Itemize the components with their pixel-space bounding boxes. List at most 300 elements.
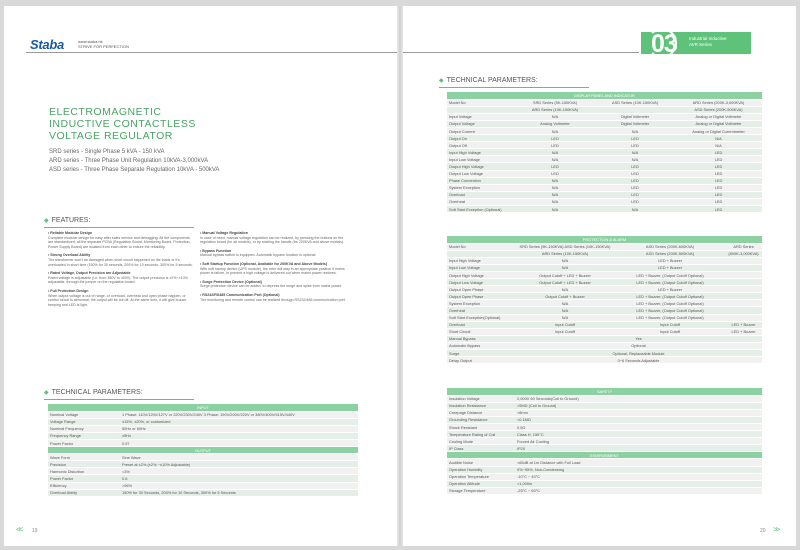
- table-row: [447, 113, 762, 120]
- chapter-line-1: Industrial Inductive: [689, 36, 727, 41]
- table-cell: Storage Temperature: [447, 487, 515, 494]
- table-cell: LED: [595, 163, 675, 170]
- table-cell: Input Cutoff: [615, 328, 725, 335]
- table-cell: 0.97: [120, 439, 358, 446]
- table-cell: N/A: [515, 113, 595, 120]
- table-cell: Operation Altitude: [447, 480, 515, 487]
- feature-title: • Strong Overload Ability: [48, 253, 91, 258]
- table-cell: Analog or Digital Voltmeter: [675, 120, 762, 127]
- table-row: [447, 431, 762, 438]
- section-title: INPUT: [48, 404, 358, 411]
- table-cell: ASD Series (200K-600KVA): [615, 243, 725, 250]
- safety-environment-table: [447, 388, 762, 495]
- brand-tagline: STRIVE FOR PERFECTION: [78, 44, 129, 49]
- table-cell: LED: [675, 198, 762, 205]
- table-cell: LED + Buzzer, (Output Cutoff Optional): [615, 314, 725, 321]
- table-row: [447, 438, 762, 445]
- table-cell: Input High Voltage: [447, 257, 515, 264]
- table-cell: Model No: [447, 99, 515, 106]
- table-cell: [725, 314, 762, 321]
- table-cell: N/A: [675, 142, 762, 149]
- feature-item: [48, 271, 193, 285]
- table-cell: LED: [675, 206, 762, 213]
- features-column-2: [200, 231, 350, 306]
- table-cell: Overheat: [447, 307, 515, 314]
- table-cell: [447, 250, 515, 257]
- table-cell: SRD Series (5K-150KVA): [515, 99, 595, 106]
- table-row: [447, 357, 762, 364]
- table-cell: IP20: [515, 445, 762, 452]
- table-cell: ±15%, ±20%, or customized: [120, 418, 358, 425]
- table-cell: Temperature Rating of Coil: [447, 431, 515, 438]
- table-cell: Output Cutoff + Buzzer: [515, 293, 615, 300]
- table-row: [447, 395, 762, 402]
- series-asd: ASD series - Three Phase Separate Regulation 10kVA - 500kVA: [49, 167, 220, 173]
- table-cell: LED: [675, 177, 762, 184]
- page-number-left: 19: [32, 528, 38, 534]
- table-cell: 0.8: [120, 475, 358, 482]
- table-cell: [725, 300, 762, 307]
- table-cell: Optional: [515, 342, 762, 349]
- title-line-1: ELECTROMAGNETIC: [49, 106, 162, 118]
- table-cell: LED: [595, 184, 675, 191]
- table-cell: 2,000V 60 Seconds(Coil to Ground): [515, 395, 762, 402]
- table-cell: [725, 271, 762, 278]
- table-cell: Overload Ability: [48, 489, 120, 496]
- table-cell: Overload: [447, 191, 515, 198]
- header-divider: [26, 52, 397, 53]
- table-cell: Grounding Resistance: [447, 416, 515, 423]
- section-title: OUTPUT: [48, 447, 358, 454]
- table-cell: ASD Series (200K-500KVA): [615, 250, 725, 257]
- table-cell: Nominal Voltage: [48, 411, 120, 418]
- table-row: [48, 411, 358, 418]
- feature-item: [200, 262, 350, 276]
- table-cell: LED: [675, 149, 762, 156]
- feature-item: [200, 231, 350, 245]
- tech-table-left: [48, 404, 358, 497]
- table-cell: LED: [595, 198, 675, 205]
- chapter-number: 03: [651, 30, 677, 58]
- table-cell: Overload: [447, 321, 515, 328]
- table-cell: N/A: [515, 300, 615, 307]
- table-cell: LED + Buzzer: [725, 321, 762, 328]
- table-cell: N/A: [515, 191, 595, 198]
- feature-body: With soft startup device (UPS module), the rotor will stay in an appropriate position if mains power is failure, to prevent a high voltage is delivered out when mains power restores.: [200, 266, 345, 276]
- table-cell: ARD Series (10K-150KVA): [515, 250, 615, 257]
- table-cell: Class H, 155°C: [515, 431, 762, 438]
- table-section-header: [447, 452, 762, 459]
- table-cell: LED: [595, 170, 675, 177]
- table-cell: Surge: [447, 350, 515, 357]
- table-cell: System Exception: [447, 184, 515, 191]
- table-row: [447, 328, 762, 335]
- table-cell: LED: [675, 184, 762, 191]
- table-cell: Insulation Voltage: [447, 395, 515, 402]
- table-cell: <3%: [120, 468, 358, 475]
- table-cell: N/A: [515, 149, 595, 156]
- series-srd: SRD series - Single Phase 5 kVA - 150 kVA: [49, 149, 165, 155]
- diamond-icon: ◆: [44, 390, 49, 396]
- table-cell: [725, 307, 762, 314]
- table-cell: LED: [595, 135, 675, 142]
- table-row: [447, 177, 762, 184]
- table-cell: 0~6 Seconds Adjustable: [515, 357, 762, 364]
- table-cell: LED + Buzzer, (Output Cutoff Optional): [615, 307, 725, 314]
- table-cell: Frequency Range: [48, 432, 120, 439]
- table-cell: Insulation Resistance: [447, 402, 515, 409]
- feature-item: [200, 249, 350, 258]
- table-row: [48, 461, 358, 468]
- table-cell: System Exception: [447, 300, 515, 307]
- table-cell: Analog or Digital Currentmeter: [675, 127, 762, 134]
- section-title: SAFETY: [447, 388, 762, 395]
- feature-item: [48, 289, 193, 307]
- table-cell: N/A: [515, 314, 615, 321]
- table-row: [447, 191, 762, 198]
- table-row: [447, 409, 762, 416]
- table-cell: [447, 106, 515, 113]
- page-title: [49, 106, 196, 142]
- table-cell: Output Voltage: [447, 120, 515, 127]
- tech-heading-left-text: TECHNICAL PARAMETERS:: [51, 389, 143, 396]
- diamond-icon: ◆: [44, 218, 49, 224]
- brand-tagline-block: [78, 39, 129, 49]
- table-cell: Sine Wave: [120, 454, 358, 461]
- table-cell: 0.5G: [515, 423, 762, 430]
- table-cell: N/A: [515, 184, 595, 191]
- feature-body: Rated voltage is adjustable (i.e. from 380V to 400V). The output precision is ±2%~±10% adjustable, through the jumper on the regulation board.: [48, 275, 188, 285]
- feature-title: • RS232/RS485 Communication Port (Optional): [200, 292, 280, 297]
- table-cell: 50Hz or 60Hz: [120, 425, 358, 432]
- feature-body: Complete modular design for easy after sales service and debugging; All the components are standardized; all the separate PCBA (Regulation Board, Monitoring Board, Protection, Power Supply Board) are isolated from each other to ensure the reliability.: [48, 235, 191, 249]
- table-cell: LED + Buzzer, (Output Cutoff Optional): [615, 293, 725, 300]
- series-ard: ARD series - Three Phase Unit Regulation 10kVA-3,000kVA: [49, 158, 209, 164]
- table-cell: Output Cutoff + LED + Buzzer: [515, 271, 615, 278]
- section-title: PROTECTION & ALARM: [447, 236, 762, 243]
- table-row: [48, 432, 358, 439]
- table-cell: LED: [515, 170, 595, 177]
- feature-title: • Reliable Modular Design: [48, 231, 92, 235]
- table-section-header: [447, 92, 762, 99]
- table-cell: <1,000m: [515, 480, 762, 487]
- chapter-line-2: AVR Series: [689, 42, 712, 47]
- table-cell: Yes: [515, 335, 762, 342]
- table-row: [447, 335, 762, 342]
- table-row: [447, 120, 762, 127]
- table-cell: IP Class: [447, 445, 515, 452]
- table-cell: Short Circuit: [447, 328, 515, 335]
- table-cell: Delay Output: [447, 357, 515, 364]
- table-row: [447, 445, 762, 452]
- feature-body: The transformer won't be damaged when short circuit happened on the loads or it's overloaded in short time (150% for 30 seconds, 200% for 10 seconds, 300% for 5 seconds.: [48, 257, 193, 267]
- table-row: [447, 321, 762, 328]
- table-row: [447, 402, 762, 409]
- table-cell: LED: [515, 142, 595, 149]
- table-cell: Phase Connection: [447, 177, 515, 184]
- table-cell: (800K-3,000KVA): [725, 250, 762, 257]
- table-cell: Input Voltage: [447, 113, 515, 120]
- table-cell: Operation Temperature: [447, 473, 515, 480]
- table-cell: N/A: [515, 198, 595, 205]
- table-cell: N/A: [595, 206, 675, 213]
- table-row: [447, 156, 762, 163]
- table-cell: Output Low Voltage: [447, 279, 515, 286]
- table-row: [48, 468, 358, 475]
- table-cell: LED + Buzzer: [615, 257, 725, 264]
- table-cell: Digital Voltmeter: [595, 120, 675, 127]
- table-cell: N/A: [515, 307, 615, 314]
- chapter-label: [689, 36, 727, 48]
- table-cell: Preset at ±2% (±2% ~±10% Adjustable): [120, 461, 358, 468]
- table-cell: LED + Buzzer: [615, 264, 725, 271]
- table-cell: ARD Series (10K-150KVA): [515, 106, 595, 113]
- table-row: [447, 163, 762, 170]
- table-cell: Operation Humidity: [447, 466, 515, 473]
- table-cell: >96%: [120, 482, 358, 489]
- table-cell: N/A: [595, 149, 675, 156]
- feature-title: • Soft Startup Function (Optional, Available for 200KVA and Above Models): [200, 261, 328, 266]
- tech-heading-right-text: TECHNICAL PARAMETERS:: [446, 77, 538, 84]
- table-cell: N/A: [595, 156, 675, 163]
- tech-rule-left: [44, 399, 194, 400]
- table-section-header: [447, 236, 762, 243]
- brand-website: www.staba.hk: [78, 39, 103, 44]
- features-heading-text: FEATURES:: [51, 217, 91, 224]
- table-cell: N/A: [515, 177, 595, 184]
- protection-alarm-table: [447, 236, 762, 364]
- feature-item: [48, 231, 193, 249]
- table-cell: Cooling Mode: [447, 438, 515, 445]
- table-row: [447, 307, 762, 314]
- table-row: [447, 293, 762, 300]
- table-cell: ARD Series (200K-3,000KVA): [675, 99, 762, 106]
- table-cell: [725, 286, 762, 293]
- table-cell: Wave Form: [48, 454, 120, 461]
- table-cell: ARD Series: [725, 243, 762, 250]
- table-row: [447, 279, 762, 286]
- table-row: [48, 418, 358, 425]
- table-row: [447, 257, 762, 264]
- table-row: [447, 466, 762, 473]
- table-cell: N/A: [515, 127, 595, 134]
- table-cell: Manual Bypass: [447, 335, 515, 342]
- table-cell: <65dB at 1m Distance with Full Load: [515, 459, 762, 466]
- feature-body: Manual bypass switch is equipped. Automatic bypass function is optional: [200, 253, 316, 258]
- table-cell: [725, 257, 762, 264]
- table-cell: -10°C ~ 40°C: [515, 473, 762, 480]
- table-row: [447, 423, 762, 430]
- table-row: [447, 264, 762, 271]
- table-cell: Power Factor: [48, 439, 120, 446]
- table-cell: Digital Voltmeter: [595, 113, 675, 120]
- table-row: [48, 439, 358, 446]
- table-section-header: [447, 388, 762, 395]
- table-cell: -25°C ~ 60°C: [515, 487, 762, 494]
- chevrons-left-icon: <<: [16, 525, 22, 534]
- table-cell: Output Open Phase: [447, 293, 515, 300]
- table-row: [447, 286, 762, 293]
- table-row: [447, 314, 762, 321]
- table-cell: LED: [675, 163, 762, 170]
- table-cell: Output Off: [447, 142, 515, 149]
- feature-title: • Rated Voltage, Output Precision are Adjustable: [48, 271, 131, 276]
- table-row: [447, 271, 762, 278]
- table-row: [48, 489, 358, 496]
- table-cell: [595, 106, 675, 113]
- table-cell: LED: [595, 177, 675, 184]
- feature-body: Surge protection device can be added, to depress the surge and spike from mains power.: [200, 284, 343, 289]
- table-section-header: [48, 404, 358, 411]
- table-cell: Output Low Voltage: [447, 170, 515, 177]
- table-row: [48, 425, 358, 432]
- tech-rule-right: [439, 87, 589, 88]
- table-cell: LED: [515, 135, 595, 142]
- table-cell: N/A: [515, 206, 595, 213]
- table-row: [447, 243, 762, 250]
- table-cell: N/A: [515, 264, 615, 271]
- features-rule: [44, 227, 194, 228]
- table-cell: N/A: [515, 257, 615, 264]
- feature-body: In case of need, manual voltage regulation can be realized, by pressing the buttons on the regulation board (for all models), or by rotating the handle (for 200KVA and above models).: [200, 235, 345, 245]
- table-row: [447, 473, 762, 480]
- chevrons-right-icon: >>: [773, 525, 779, 534]
- table-row: [447, 170, 762, 177]
- table-section-header: [48, 447, 358, 454]
- table-cell: Output On: [447, 135, 515, 142]
- feature-item: [200, 280, 350, 289]
- right-page: [403, 6, 796, 546]
- table-cell: Output Open Phase: [447, 286, 515, 293]
- table-cell: N/A: [515, 286, 615, 293]
- table-cell: >8mm: [515, 409, 762, 416]
- table-cell: 1 Phase: 110V/120V/127V or 220V/230V/240V 3 Phase: 190V/200V/220V or 380V/400V/415V/440V: [120, 411, 358, 418]
- table-row: [447, 106, 762, 113]
- table-cell: Soft Start Exception (Optional): [447, 206, 515, 213]
- table-row: [447, 149, 762, 156]
- table-cell: [725, 264, 762, 271]
- left-page: [4, 6, 397, 546]
- table-cell: Output High Voltage: [447, 163, 515, 170]
- table-cell: N/A: [595, 127, 675, 134]
- table-cell: N/A: [675, 135, 762, 142]
- table-cell: Input Cutoff: [515, 321, 615, 328]
- display-panel-table: [447, 92, 762, 213]
- feature-title: • Full Protection Design: [48, 288, 89, 293]
- features-column-1: [48, 231, 193, 311]
- diamond-icon: ◆: [439, 78, 444, 84]
- table-cell: Input High Voltage: [447, 149, 515, 156]
- features-heading: [44, 217, 90, 224]
- table-row: [48, 475, 358, 482]
- table-row: [447, 459, 762, 466]
- table-cell: LED: [515, 163, 595, 170]
- page-number-right: 20: [760, 528, 766, 534]
- table-cell: N/A: [515, 156, 595, 163]
- table-cell: 0%~95%, Non-Condensing: [515, 466, 762, 473]
- table-row: [447, 198, 762, 205]
- tech-heading-right: [439, 77, 538, 84]
- table-cell: <0.1MΩ: [515, 416, 762, 423]
- table-row: [48, 454, 358, 461]
- table-cell: [725, 293, 762, 300]
- table-cell: Input Low Voltage: [447, 156, 515, 163]
- title-line-3: VOLTAGE REGULATOR: [49, 130, 173, 142]
- table-cell: Power Factor: [48, 475, 120, 482]
- table-cell: SRD Series (5K-150KVA) ASD Series (10K-150KVA): [515, 243, 615, 250]
- table-cell: Overheat: [447, 198, 515, 205]
- table-cell: LED + Buzzer: [725, 328, 762, 335]
- table-cell: LED + Buzzer, (Output Cutoff Optional): [615, 300, 725, 307]
- table-cell: [725, 279, 762, 286]
- table-cell: Harmonic Distortion: [48, 468, 120, 475]
- table-row: [447, 342, 762, 349]
- brand-logo: Staba: [30, 37, 64, 52]
- table-cell: Forced Air Cooling: [515, 438, 762, 445]
- section-title: DISPLAY PANEL AND INDICATOR: [447, 92, 762, 99]
- table-row: [447, 135, 762, 142]
- feature-body: The monitoring and remote control can be realized through RS232/485 communication port.: [200, 297, 346, 302]
- table-row: [447, 250, 762, 257]
- table-cell: LED: [595, 191, 675, 198]
- table-cell: Optional, Replaceable Module: [515, 350, 762, 357]
- table-cell: Audible Noise: [447, 459, 515, 466]
- table-cell: Automatic Bypass: [447, 342, 515, 349]
- table-cell: LED: [675, 191, 762, 198]
- table-cell: Output Current: [447, 127, 515, 134]
- table-cell: Shock Resistant: [447, 423, 515, 430]
- table-cell: 150% for 30 Seconds, 200% for 10 Seconds, 300% for 5 Seconds: [120, 489, 358, 496]
- table-row: [447, 99, 762, 106]
- header-divider-right: [403, 52, 639, 53]
- table-cell: Efficiency: [48, 482, 120, 489]
- table-cell: Precision: [48, 461, 120, 468]
- table-row: [447, 206, 762, 213]
- table-cell: Soft Start Exception(Optional): [447, 314, 515, 321]
- table-cell: Analog Voltmeter: [515, 120, 595, 127]
- title-line-2: INDUCTIVE CONTACTLESS: [49, 118, 196, 130]
- tech-heading-left: [44, 389, 143, 396]
- table-row: [48, 482, 358, 489]
- table-row: [447, 142, 762, 149]
- feature-item: [48, 253, 193, 267]
- table-cell: LED + Buzzer, (Output Cutoff Optional): [615, 271, 725, 278]
- table-cell: Voltage Range: [48, 418, 120, 425]
- table-row: [447, 480, 762, 487]
- feature-title: • Bypass Function: [200, 248, 232, 253]
- feature-title: • Manual Voltage Regulation: [200, 231, 248, 235]
- table-row: [447, 487, 762, 494]
- table-cell: LED: [675, 156, 762, 163]
- table-cell: ASD Series (10K-150KVA): [595, 99, 675, 106]
- table-cell: LED + Buzzer, (Output Cutoff Optional): [615, 279, 725, 286]
- series-list: [49, 148, 219, 175]
- table-cell: LED: [595, 142, 675, 149]
- table-row: [447, 350, 762, 357]
- table-cell: Input Low Voltage: [447, 264, 515, 271]
- table-cell: Analog or Digital Voltmeter: [675, 113, 762, 120]
- table-row: [447, 184, 762, 191]
- feature-body: When output voltage is out of range, or overload, overheat and open phase happen, or control circuit is abnormal, the output will be cut off. At the same time, it will give buzzer beeping and LED is light.: [48, 293, 187, 307]
- feature-item: [200, 293, 350, 302]
- table-cell: Output Cutoff + LED + Buzzer: [515, 279, 615, 286]
- table-row: [447, 300, 762, 307]
- table-cell: Input Cutoff: [615, 321, 725, 328]
- table-cell: LED: [675, 170, 762, 177]
- section-title: ENVIRONMENT: [447, 452, 762, 459]
- table-row: [447, 127, 762, 134]
- table-cell: ±5Hz: [120, 432, 358, 439]
